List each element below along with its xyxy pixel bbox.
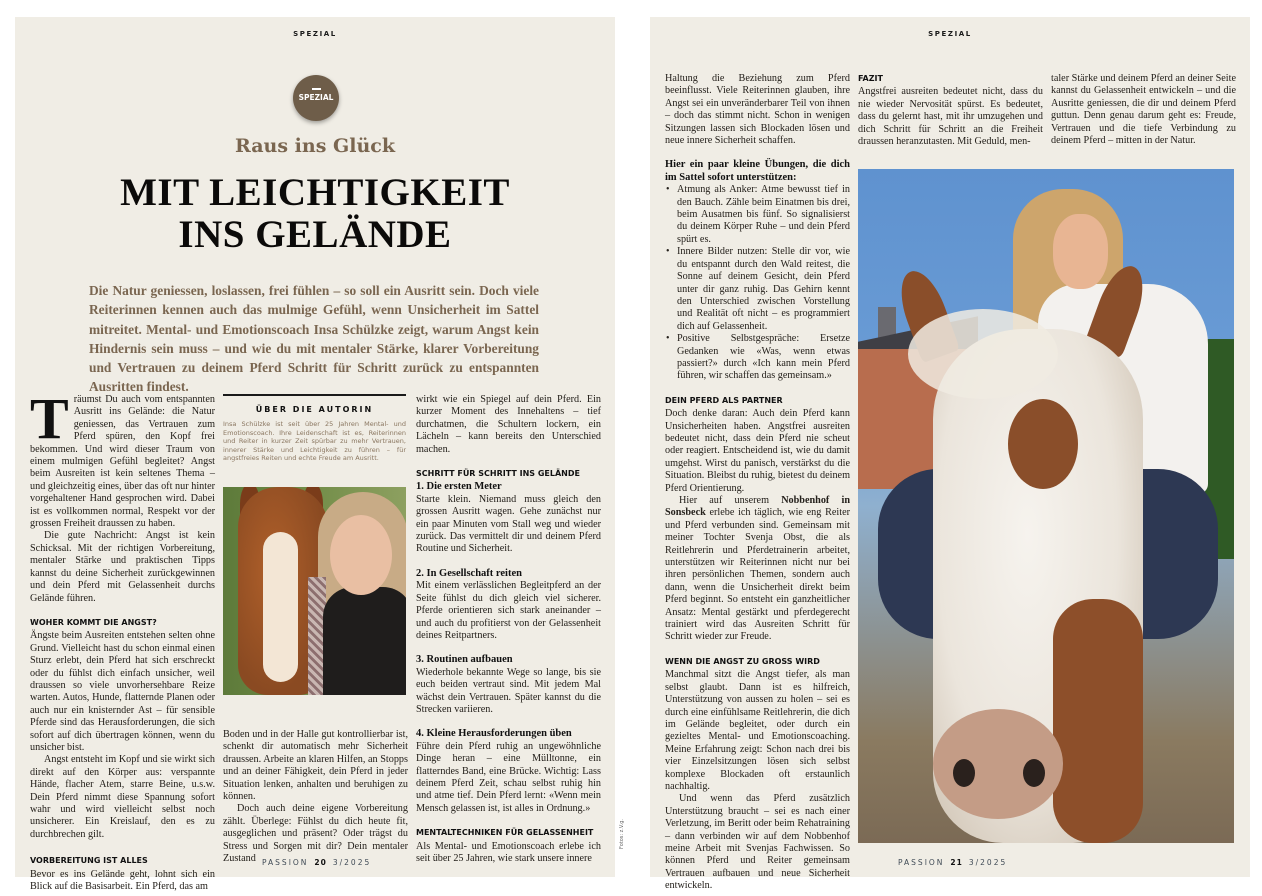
- paragraph: Hier auf unserem Nobbenhof in Sonsbeck erlebe ich täglich, wie eng Reiter und Pferd verbunden sind. Gemeinsam mit meiner Tochter Svenja Obst, die als Reitlehrerin und Pferdetrainerin arbeitet, unterstützen wir Reiterinnen nicht nur bei ihren persönlichen Themen, sondern auch dann, wenn die Unsicherheit direkt beim Pferd beginnt. So entsteht ein ganzheitlicher Ansatz: Mental gestärkt und pferdegerecht trainiert wird das Ausreiten Schritt für Schritt wieder zur Freude.: [665, 495, 850, 643]
- section-heading: WENN DIE ANGST ZU GROSS WIRD: [665, 656, 820, 666]
- paragraph: Und wenn das Pferd zusätzlich Unterstützung braucht – sei es nach einer Verletzung, im Beritt oder beim Rehatraining – dann verbinden wir auf dem Nobbenhof meine Arbeit mit Svenjas Fachwissen. So können Pferd und Reiter gemeinsam Vertrauen aufbauen und neue Sicherheit entwickeln.: [665, 793, 850, 892]
- section-heading: MENTALTECHNIKEN FÜR GELASSENHEIT: [416, 828, 594, 838]
- paragraph: Bevor es ins Gelände geht, lohnt sich ein Blick auf die Basisarbeit. Ein Pferd, das am: [30, 868, 215, 893]
- left-page: [15, 17, 625, 893]
- author-photo: [223, 487, 406, 695]
- step-heading: 3. Routinen aufbauen: [416, 654, 513, 666]
- exercise-item: • Positive Selbstgespräche: Ersetze Gedanken wie «Was, wenn etwas passiert?» durch «Ich kann mein Pferd führen, wir schaffen das gemeinsam.»: [665, 333, 850, 383]
- fazit-column-a: [858, 73, 1043, 148]
- section-heading: DEIN PFERD ALS PARTNER: [665, 395, 783, 405]
- paragraph: taler Stärke und deinem Pferd an deiner Seite kannst du Gelassenheit entwickeln – und die Ausritte geniessen, die dir und deinem Pferd guttun. Denn genau darum geht es: Freude, Vertrauen und die tiefe Verbindung zu deinem Pferd – mitten in der Natur.: [1051, 73, 1236, 147]
- article-column-4: [665, 73, 850, 893]
- exercise-item: • Atmung als Anker: Atme bewusst tief in den Bauch. Zähle beim Einatmen bis drei, beim Ausatmen bis fünf. So signalisierst du deinem Körper Ruhe – und dein Pferd spürt es.: [665, 184, 850, 246]
- photo-credit: Fotos: z.V.g.: [619, 819, 625, 849]
- step-heading: 1. Die ersten Meter: [416, 481, 502, 493]
- folio-issue: 3/2025: [968, 858, 1008, 867]
- page-number: 20: [314, 858, 327, 867]
- intro-paragraph: Träumst Du auch vom entspannten Ausritt ins Gelände: die Natur geniessen, das Vertrauen zum Pferd spüren, den Kopf frei bekommen. Und wird dieser Traum von einem mulmigen Gefühl begleitet? Angst beim Ausreiten ist kein seltenes Thema – und gleichzeitig eines, über das oft nur hinter vorgehaltener Hand gesprochen wird. Dabei ist es vollkommen normal, Respekt vor der grossen Freiheit draussen zu haben.: [30, 386, 215, 530]
- fazit-column-b: [1051, 73, 1236, 147]
- paragraph: Boden und in der Halle gut kontrollierbar ist, schenkt dir automatisch mehr Sicherheit draussen. Arbeite an klaren Hilfen, an Stopps und an deiner Fähigkeit, dein Pferd in jeder Situation lenken, anhalten und beruhigen zu können.: [223, 729, 408, 803]
- main-photo: [858, 169, 1234, 843]
- spezial-badge: [293, 75, 339, 121]
- paragraph: Ängste beim Ausreiten entstehen selten ohne Grund. Vielleicht hast du schon einmal einen Sturz erlebt, dein Pferd hat sich erschreckt oder du fühlst dich einfach unsicher, weil draussen so viele unvorhersehbare Reize warten. Autos, Hunde, flatternde Planen oder auch nur ein knisternder Ast – für sensible Pferde sind das Herausforderungen, die sich sofort auf dich übertragen können, wenn du unsicher bist.: [30, 630, 215, 753]
- paragraph: Als Mental- und Emotionscoach erlebe ich seit über 25 Jahren, wie stark unsere innere: [416, 840, 601, 864]
- page-number: 21: [950, 858, 963, 867]
- folio: [898, 858, 1007, 867]
- folio-magazine: PASSION: [262, 858, 309, 867]
- badge-label: SPEZIAL: [298, 93, 334, 102]
- paragraph: Haltung die Beziehung zum Pferd beeinflusst. Viele Reiterinnen glauben, ihre Angst sei ein unveränderbarer Teil von ihnen – doch das stimmt nicht. Schon in wenigen Sitzungen lassen sich Blockaden lösen und neue innere Sicherheit schaffen.: [665, 73, 850, 147]
- farm-name: Nobbenhof in Sonsbeck: [665, 495, 850, 519]
- author-bio: Insa Schülzke ist seit über 25 Jahren Mental- und Emotionscoach. Ihre Leidenschaft ist es, Reiterinnen und Reiter in kurzer Zeit spürbar zu mehr Vertrauen, innerer Stärke und Leichtigkeit zu führen – für angstfreies Reiten und echte Freude am Ausritt.: [223, 420, 406, 462]
- title-line-1: MIT LEICHTIGKEIT: [120, 171, 510, 214]
- paragraph: Die gute Nachricht: Angst ist kein Schicksal. Mit der richtigen Vorbereitung, mentaler Stärke und praktischen Tipps kannst du deine Sicherheit zurückgewinnen und dein Pferd mit Gelassenheit durchs Gelände führen.: [30, 530, 215, 604]
- step-heading: 2. In Gesellschaft reiten: [416, 567, 522, 579]
- article-title: [15, 172, 615, 256]
- kicker: Raus ins Glück: [235, 135, 395, 157]
- fazit-heading: FAZIT: [858, 74, 883, 83]
- dropcap: T: [30, 386, 69, 451]
- paragraph: Starte klein. Niemand muss gleich den grossen Ausritt wagen. Gehe zunächst nur ein paar Minuten vom Stall weg und wieder zurück. Das vermittelt dir und deinem Pferd Routine und Sicherheit.: [416, 493, 601, 555]
- author-box-heading: ÜBER DIE AUTORIN: [255, 405, 374, 414]
- folio-magazine: PASSION: [898, 858, 945, 867]
- paragraph: Wiederhole bekannte Wege so lange, bis sie euch beiden vertraut sind. Mit jedem Mal wächst dein Vertrauen. Später kannst du die Strecken variieren.: [416, 666, 601, 715]
- step-heading: 4. Kleine Herausforderungen üben: [416, 728, 572, 740]
- right-page: [650, 17, 1250, 892]
- article-column-3: [416, 394, 601, 865]
- author-box: [223, 394, 406, 463]
- section-heading: SCHRITT FÜR SCHRITT INS GELÄNDE: [416, 469, 580, 479]
- article-column-1: [30, 386, 215, 893]
- article-column-2: [223, 729, 408, 865]
- badge-dash-icon: [312, 88, 321, 90]
- paragraph: wirkt wie ein Spiegel auf dein Pferd. Ein kurzer Moment des Innehaltens – tief durchatmen, die Schultern lockern, ein Lächeln – kann bereits den Unterschied machen.: [416, 394, 601, 455]
- divider: [223, 394, 406, 396]
- lead-paragraph: Die Natur geniessen, loslassen, frei fühlen – so soll ein Ausritt sein. Doch viele Reiterinnen kennen auch das mulmige Gefühl, wenn Unsicherheit im Sattel mitreitet. Mental- und Emotionscoach Insa Schülzke zeigt, warum Angst kein Hindernis sein muss – und wie du mit mentaler Stärke, klarer Vorbereitung und Vertrauen zu deinem Pferd Schritt für Schritt zurück zu entspannten Ausritten findest.: [89, 283, 539, 395]
- title-line-2: INS GELÄNDE: [178, 213, 452, 256]
- running-head: SPEZIAL: [293, 30, 337, 38]
- paragraph: Manchmal sitzt die Angst tiefer, als man selbst glaubt. Dann ist es hilfreich, Unterstützung von aussen zu holen – sei es durch eine einfühlsame Reitlehrerin, die dich im Gelände begleitet, oder durch ein gezieltes Mental- und Emotionscoaching. Meine Erfahrung zeigt: Schon nach drei bis vier Einzelsitzungen lösen sich selbst komplexe Blockaden oft erstaunlich nachhaltig.: [665, 669, 850, 792]
- running-head: SPEZIAL: [928, 30, 972, 38]
- folio: [262, 858, 371, 867]
- folio-issue: 3/2025: [332, 858, 372, 867]
- paragraph: Führe dein Pferd ruhig an ungewöhnliche Dinge heran – eine Mülltonne, ein flatterndes Band, eine Brücke. Wichtig: Lass deinem Pferd Zeit, schau selbst ruhig hin und atme tief. Dein Pferd lernt: «Wenn mein Mensch gelassen ist, ist alles in Ordnung.»: [416, 740, 601, 814]
- paragraph: Angst entsteht im Kopf und sie wirkt sich direkt auf den Körper aus: verspannte Hände, flacher Atem, starre Beine, u.s.w. Dein Pferd nimmt diese Spannung sofort wahr und wird vielleicht selbst noch unsicherer. Ein Kreislauf, den es zu durchbrechen gilt.: [30, 754, 215, 840]
- exercises-intro: Hier ein paar kleine Übungen, die dich im Sattel sofort unterstützen:: [665, 159, 850, 183]
- paragraph: Doch denke daran: Auch dein Pferd kann Unsicherheiten haben. Angstfrei ausreiten bedeutet nicht, dass dein Pferd nie scheut oder reagiert. Entscheidend ist, wie du damit umgehst. Wirst du panisch, verstärkst du die Situation. Bleibst du ruhig, bietest du deinem Pferd Orientierung.: [665, 408, 850, 494]
- section-heading: WOHER KOMMT DIE ANGST?: [30, 617, 157, 627]
- paragraph: Doch auch deine eigene Vorbereitung zählt. Überlege: Fühlst du dich heute fit, ausgeglichen und präsent? Oder trägst du Stress und Sorgen mit dir? Dein mentaler Zustand: [223, 803, 408, 865]
- exercise-item: • Innere Bilder nutzen: Stelle dir vor, wie du entspannt durch den Wald reitest, die Sonne auf deinem Gesicht, dein Pferd unter dir ganz ruhig. Das Gehirn kennt den Unterschied zwischen Vorstellung und Realität oft nicht – es programmiert dich auf Gelassenheit.: [665, 246, 850, 333]
- paragraph: Angstfrei ausreiten bedeutet nicht, dass du nie wieder Nervosität spürst. Es bedeutet, dass du gelernt hast, mit ihr umzugehen und dich Schritt für Schritt an die Freiheit draussen heranzutasten. Mit Geduld, men-: [858, 86, 1043, 148]
- section-heading: VORBEREITUNG IST ALLES: [30, 856, 148, 866]
- exercise-list: [665, 184, 850, 383]
- paragraph: Mit einem verlässlichen Begleitpferd an der Seite fühlst du dich gleich viel sicherer. Pferde orientieren sich stark aneinander – und auch du profitierst von der Gelassenheit deines Reitpartners.: [416, 580, 601, 641]
